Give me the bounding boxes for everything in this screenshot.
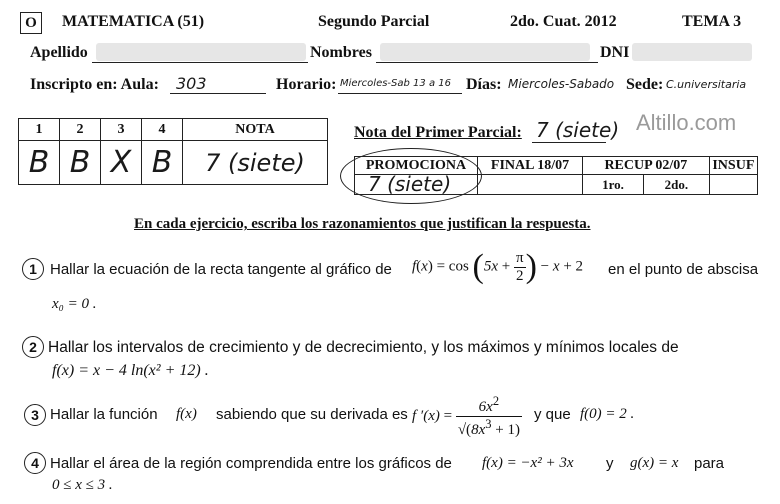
horario-value: Miercoles-Sab 13 a 16 (340, 78, 451, 89)
dias-value: Miercoles-Sabado (508, 77, 615, 91)
grade-mark-3: X (101, 141, 142, 185)
grade-mark-2: B (60, 141, 101, 185)
exercise-4-y: y (606, 455, 614, 472)
apellido-label: Apellido (30, 44, 88, 61)
inscripto-label: Inscripto en: Aula: (30, 76, 159, 93)
result-header-insuf: INSUF (709, 157, 757, 175)
exercise-4-g: g(x) = x (630, 455, 679, 471)
grade-mark-1: B (19, 141, 60, 185)
grade-header-3: 3 (101, 119, 142, 141)
apellido-line (92, 62, 308, 63)
exercise-4-para: para (694, 455, 725, 472)
promociona-value: 7 (siete) (368, 172, 452, 196)
watermark: Altillo.com (636, 110, 737, 135)
grade-mark-nota: 7 (siete) (183, 141, 328, 185)
grade-header-nota: NOTA (183, 119, 328, 141)
exercise-3-fx: f(x) (176, 406, 197, 422)
result-sub-1ro: 1ro. (583, 175, 644, 195)
exercise-4-text: Hallar el área de la región comprendida entre los gráficos de (50, 455, 452, 472)
result-sub-2do: 2do. (644, 175, 710, 195)
exercise-2-formula: f(x) = x − 4 ln(x² + 12) . (52, 362, 209, 379)
exam-title: Segundo Parcial (318, 13, 430, 30)
tema-label: TEMA 3 (682, 13, 742, 30)
exercise-1-text: Hallar la ecuación de la recta tangente al gráfico de (50, 261, 392, 278)
result-header-final: FINAL 18/07 (478, 157, 583, 175)
nombres-redaction (380, 43, 590, 61)
first-partial-value: 7 (siete) (536, 118, 620, 142)
exercise-1-x0: x₀ = 0 . (52, 296, 97, 312)
grade-mark-4: B (142, 141, 183, 185)
grades-table (18, 118, 328, 185)
exercise-2-text: Hallar los intervalos de crecimiento y de decrecimiento, y los máximos y mínimos locales de (48, 339, 679, 356)
aula-value: 303 (176, 74, 207, 93)
exercise-1-tail: en el punto de abscisa (608, 261, 759, 278)
result-header-recup: RECUP 02/07 (583, 157, 710, 175)
sede-value: C.universitaria (666, 78, 747, 91)
first-partial-line (532, 142, 606, 143)
horario-label: Horario: (276, 76, 337, 93)
exercise-3-derivative: f ′(x) = $\frac{6x^2}{√(8x^3 + 1)}$ (412, 394, 520, 438)
exercise-1-formula: f(x) = cos (5x + $\frac{\pi}{2}$ ) − x + 2 (412, 248, 584, 285)
grade-header-2: 2 (60, 119, 101, 141)
sede-label: Sede: (626, 76, 664, 93)
grade-header-1: 1 (19, 119, 60, 141)
instructions: En cada ejercicio, escriba los razonamientos que justifican la respuesta. (134, 216, 591, 232)
horario-line (338, 93, 462, 94)
result-cell-insuf (709, 175, 757, 195)
term-label: 2do. Cuat. 2012 (510, 13, 617, 30)
apellido-redaction (96, 43, 306, 61)
dni-redaction (632, 43, 752, 61)
exercise-4-f: f(x) = −x² + 3x (482, 455, 574, 471)
result-cell-final (478, 175, 583, 195)
exercise-2-number: 2 (22, 336, 44, 358)
tema-box: O (20, 12, 42, 34)
exercise-3-condition: f(0) = 2 . (580, 406, 635, 422)
dni-label: DNI (600, 44, 630, 61)
dias-label: Días: (466, 76, 502, 93)
nombres-line (376, 62, 598, 63)
result-header-promociona: PROMOCIONA (355, 157, 478, 175)
grade-header-4: 4 (142, 119, 183, 141)
exercise-1-number: 1 (22, 258, 44, 280)
nombres-label: Nombres (310, 44, 372, 61)
exercise-3-text: Hallar la función (50, 406, 158, 423)
aula-line (170, 93, 266, 94)
exercise-4-number: 4 (24, 452, 46, 474)
first-partial-label: Nota del Primer Parcial: (354, 124, 522, 141)
subject-title: MATEMATICA (51) (62, 13, 205, 30)
exercise-4-range: 0 ≤ x ≤ 3 . (52, 477, 113, 493)
exercise-3-number: 3 (24, 404, 46, 426)
exercise-3-tail: y que (534, 406, 571, 423)
exercise-3-mid: sabiendo que su derivada es (216, 406, 408, 423)
